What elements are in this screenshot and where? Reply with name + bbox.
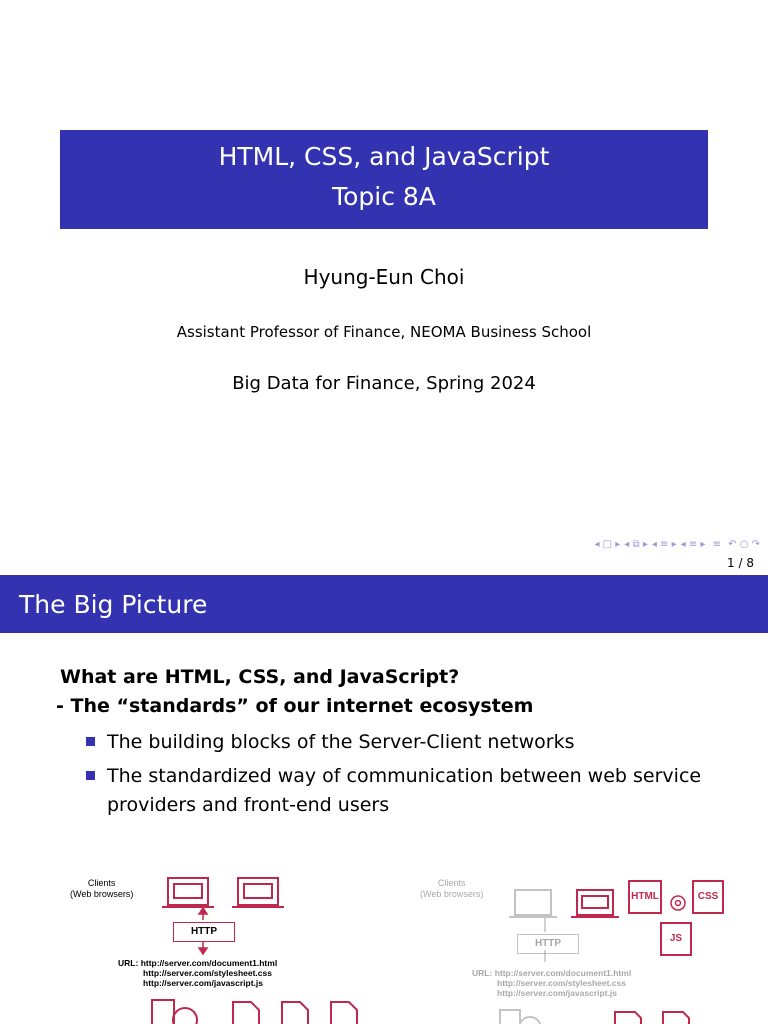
gear-icon bbox=[671, 896, 685, 910]
laptop-icon bbox=[162, 878, 214, 907]
clients-label: Clients (Web browsers) bbox=[420, 878, 484, 899]
nav-prev-section-icon[interactable]: ◂ ≡ ▸ bbox=[680, 539, 706, 550]
nav-prev-subsection-icon[interactable]: ◂ ≡ ▸ bbox=[651, 539, 677, 550]
http-box: HTTP bbox=[517, 934, 579, 954]
laptop-icon bbox=[509, 890, 557, 917]
clients-label: Clients (Web browsers) bbox=[70, 878, 134, 899]
file-icon bbox=[615, 1012, 689, 1024]
client-server-diagram-highlighted bbox=[410, 870, 735, 1024]
nav-prev-frame-icon[interactable]: ◂ ⧉ ▸ bbox=[624, 539, 648, 550]
http-box: HTTP bbox=[173, 922, 235, 942]
presentation-date: Big Data for Finance, Spring 2024 bbox=[232, 373, 536, 394]
content-slide bbox=[0, 575, 768, 1024]
css-file-icon: CSS bbox=[692, 880, 724, 914]
answer-text: - The “standards” of our internet ecosystem bbox=[56, 695, 534, 717]
bullet-square-icon bbox=[86, 771, 95, 780]
client-server-diagram bbox=[60, 870, 385, 1024]
url-list: URL: http://server.com/document1.html http://server.com/stylesheet.css http://server.com/javascript.js bbox=[118, 958, 278, 988]
author-institute: Assistant Professor of Finance, NEOMA Business School bbox=[176, 323, 592, 341]
laptop-icon bbox=[232, 878, 284, 907]
url-list: URL: http://server.com/document1.html http://server.com/stylesheet.css http://server.com/javascript.js bbox=[472, 968, 632, 998]
bullet-text: The building blocks of the Server-Client networks bbox=[107, 731, 575, 753]
beamer-navigation-bar bbox=[594, 539, 760, 550]
presentation-subtitle: Topic 8A bbox=[332, 182, 436, 211]
frame-title-bar bbox=[0, 575, 768, 633]
html-file-icon: HTML bbox=[628, 880, 662, 914]
frame-title: The Big Picture bbox=[19, 590, 208, 619]
question-text: What are HTML, CSS, and JavaScript? bbox=[60, 666, 460, 688]
nav-prev-slide-icon[interactable]: ◂ □ ▸ bbox=[594, 539, 621, 550]
title-box bbox=[60, 130, 708, 229]
nav-toc-icon[interactable]: ≡ bbox=[709, 539, 725, 550]
page-number: 1 / 8 bbox=[727, 556, 754, 570]
bullet-text: The standardized way of communication between web service providers and front-end users bbox=[107, 765, 702, 816]
nav-search-icon[interactable]: ↶ ○ ↷ bbox=[728, 539, 760, 550]
js-file-icon: JS bbox=[660, 922, 692, 956]
server-icon bbox=[500, 1010, 541, 1024]
bullet-square-icon bbox=[86, 737, 95, 746]
file-icon bbox=[233, 1002, 357, 1024]
author-name: Hyung-Eun Choi bbox=[303, 265, 465, 289]
presentation-title: HTML, CSS, and JavaScript bbox=[218, 142, 550, 171]
laptop-icon bbox=[571, 890, 619, 917]
server-icon bbox=[152, 1000, 197, 1024]
